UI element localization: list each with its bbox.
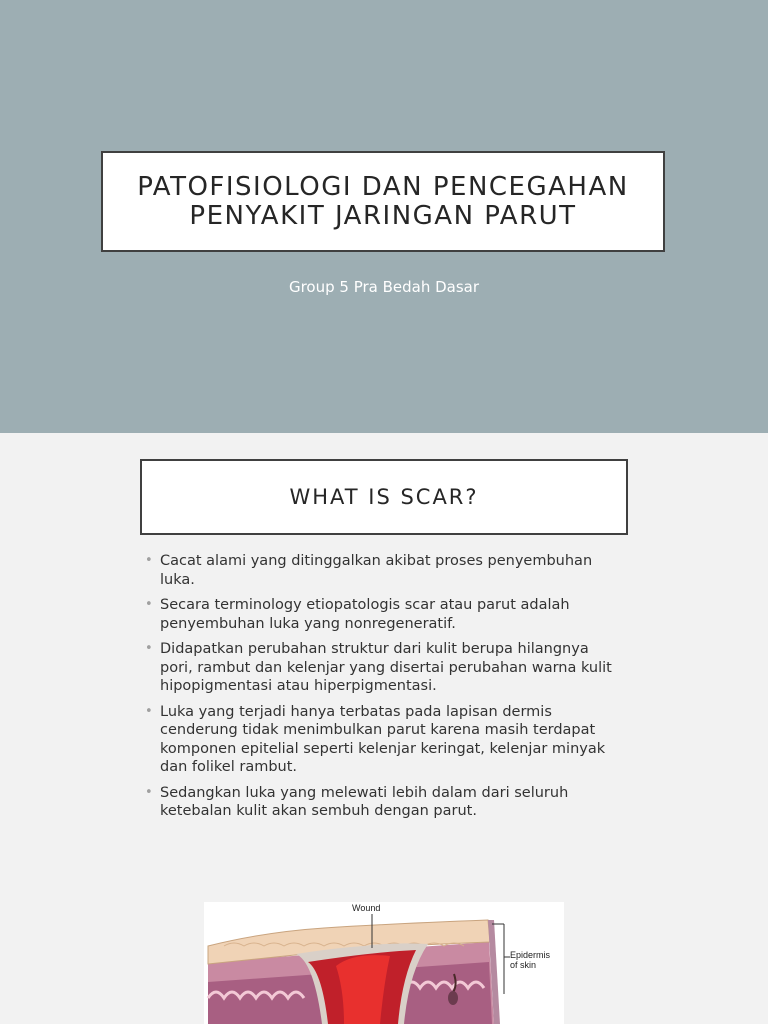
bullet-icon: •	[145, 553, 153, 568]
bullet-item	[145, 703, 625, 777]
bullet-icon: •	[145, 784, 153, 800]
bullet-text: Secara terminology etiopatologis scar atau parut adalah penyembuhan luka yang nonregeneratif.	[160, 597, 570, 632]
bullet-text: Luka yang terjadi hanya terbatas pada lapisan dermis cenderung tidak menimbulkan parut karena masih terdapat komponen epitelial seperti kelenjar keringat, kelenjar minyak dan folikel rambut.	[160, 703, 606, 775]
bullet-icon: •	[145, 597, 153, 612]
title-slide	[0, 0, 768, 433]
slide-subtitle: Group 5 Pra Bedah Dasar	[288, 278, 480, 296]
bullet-item	[145, 784, 625, 821]
bullet-text: Sedangkan luka yang melewati lebih dalam dari seluruh ketebalan kulit akan sembuh dengan parut.	[160, 784, 569, 819]
heading-box	[140, 459, 628, 535]
bullet-list	[145, 552, 625, 828]
slide-title: PATOFISIOLOGI DAN PENCEGAHAN PENYAKIT JARINGAN PARUT	[137, 171, 629, 231]
wound-label: Wound	[352, 903, 381, 913]
bullet-item	[145, 640, 625, 696]
bullet-text: Cacat alami yang ditinggalkan akibat proses penyembuhan luka.	[160, 553, 593, 588]
epidermis-label: Epidermis of skin	[510, 950, 551, 970]
bullet-item	[145, 552, 625, 589]
content-slide	[0, 433, 768, 1024]
bullet-item	[145, 596, 625, 633]
title-box	[101, 151, 665, 252]
bullet-icon: •	[145, 703, 153, 719]
bullet-icon: •	[145, 641, 153, 656]
slide-heading: WHAT IS SCAR?	[289, 485, 479, 509]
skin-wound-diagram	[204, 902, 564, 1024]
bullet-text: Didapatkan perubahan struktur dari kulit berupa hilangnya pori, rambut dan kelenjar yang disertai perubahan warna kulit hipopigmentasi atau hiperpigmentasi.	[160, 641, 612, 694]
